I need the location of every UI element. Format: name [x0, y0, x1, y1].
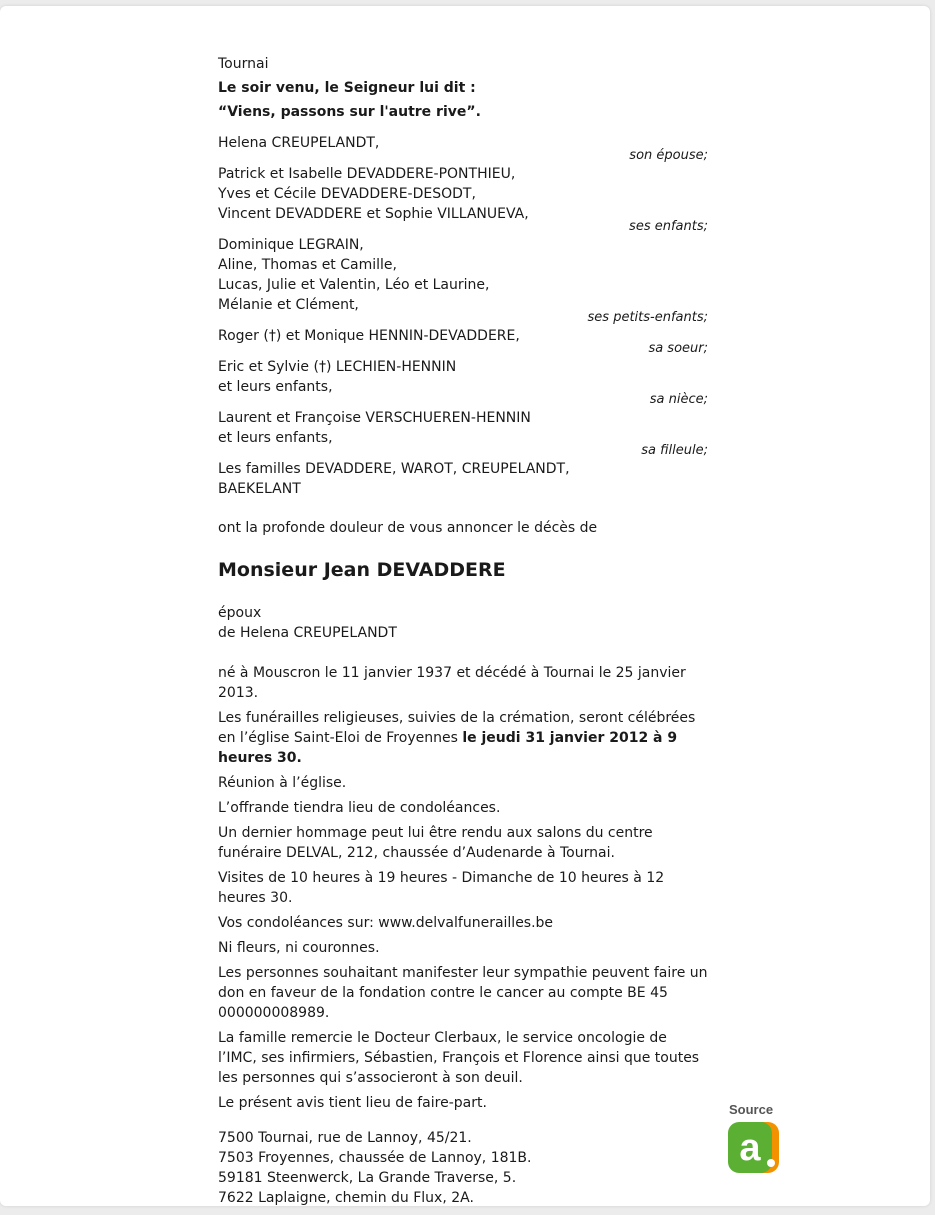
funeral-text: Les funérailles religieuses, suivies de la crémation, seront célébrées en l’église Saint-Eloi de Froyennes	[218, 710, 696, 746]
announcement: ont la profonde douleur de vous annoncer le décès de	[218, 520, 598, 536]
family-role: ses petits-enfants;	[587, 310, 708, 325]
family-line: Yves et Cécile DEVADDERE-DESODT,	[218, 186, 476, 202]
family-line: Helena CREUPELANDT,	[218, 135, 380, 151]
family-line: Aline, Thomas et Camille,	[218, 257, 397, 273]
spouse-line-1: époux	[218, 605, 262, 621]
visits-info: Visites de 10 heures à 19 heures - Dimanche de 10 heures à 12 heures 30.	[218, 870, 665, 906]
donation-info: Les personnes souhaitant manifester leur sympathie peuvent faire un don en faveur de la fondation contre le cancer au compte BE 45 000000008989.	[218, 965, 708, 1021]
address-line: 59181 Steenwerck, La Grande Traverse, 5.	[218, 1170, 517, 1186]
family-line: BAEKELANT	[218, 481, 301, 497]
family-role: sa soeur;	[648, 341, 708, 356]
family-role: ses enfants;	[629, 219, 708, 234]
flowers-info: Ni fleurs, ni couronnes.	[218, 940, 380, 956]
logo-letter: a	[739, 1127, 761, 1169]
family-line: Vincent DEVADDERE et Sophie VILLANUEVA,	[218, 206, 529, 222]
family-block-families	[218, 459, 708, 499]
family-line: et leurs enfants,	[218, 430, 333, 446]
meeting-info: Réunion à l’église.	[218, 775, 347, 791]
family-role: sa nièce;	[649, 392, 708, 407]
homage-info: Un dernier hommage peut lui être rendu aux salons du centre funéraire DELVAL, 212, chaussée d’Audenarde à Tournai.	[218, 825, 653, 861]
obituary-content	[218, 54, 708, 1208]
address-line: 7622 Laplaigne, chemin du Flux, 2A.	[218, 1190, 474, 1206]
family-block-niece	[218, 357, 708, 407]
offering-info: L’offrande tiendra lieu de condoléances.	[218, 800, 501, 816]
family-list	[218, 133, 708, 499]
address-line: 7503 Froyennes, chaussée de Lannoy, 181B.	[218, 1150, 532, 1166]
family-block-spouse	[218, 133, 708, 163]
family-block-grandchildren	[218, 235, 708, 325]
funeral-info	[218, 663, 708, 1113]
family-line: Eric et Sylvie (†) LECHIEN-HENNIN	[218, 359, 457, 375]
birth-death: né à Mouscron le 11 janvier 1937 et décédé à Tournai le 25 janvier 2013.	[218, 665, 686, 701]
family-line: Lucas, Julie et Valentin, Léo et Laurine,	[218, 277, 490, 293]
family-line: Laurent et Françoise VERSCHUEREN-HENNIN	[218, 410, 531, 426]
family-block-sister	[218, 326, 708, 356]
funeral-date: le jeudi 31 janvier 2012 à 9 heures 30.	[218, 730, 678, 766]
thanks-info: La famille remercie le Docteur Clerbaux, le service oncologie de l’IMC, ses infirmiers, Sébastien, François et Florence ainsi que toutes les personnes qui s’associeront à son deuil.	[218, 1030, 700, 1086]
verse-line-2: “Viens, passons sur l'autre rive”.	[218, 104, 481, 120]
logo-dot	[767, 1159, 775, 1167]
source-label: Source	[729, 1102, 774, 1117]
source-logo-icon[interactable]	[728, 1122, 779, 1173]
family-line: Patrick et Isabelle DEVADDERE-PONTHIEU,	[218, 166, 516, 182]
family-role: sa filleule;	[641, 443, 708, 458]
funeral-details	[218, 708, 708, 768]
source-logo-svg	[728, 1122, 779, 1173]
family-block-goddaughter	[218, 408, 708, 458]
spouse-line-2: de Helena CREUPELANDT	[218, 625, 397, 641]
address-list	[218, 1128, 708, 1208]
notice-info: Le présent avis tient lieu de faire-part.	[218, 1095, 487, 1111]
city: Tournai	[218, 56, 269, 72]
deceased-name: Monsieur Jean DEVADDERE	[218, 559, 506, 581]
family-line: Roger (†) et Monique HENNIN-DEVADDERE,	[218, 328, 520, 344]
spouse-info	[218, 603, 708, 643]
family-line: Mélanie et Clément,	[218, 297, 359, 313]
family-line: et leurs enfants,	[218, 379, 333, 395]
verse-line-1: Le soir venu, le Seigneur lui dit :	[218, 80, 476, 96]
condolences-info: Vos condoléances sur: www.delvalfunerailles.be	[218, 915, 554, 931]
family-block-children	[218, 164, 708, 234]
family-role: son épouse;	[629, 148, 708, 163]
family-line: Dominique LEGRAIN,	[218, 237, 364, 253]
address-line: 7500 Tournai, rue de Lannoy, 45/21.	[218, 1130, 472, 1146]
family-line: Les familles DEVADDERE, WAROT, CREUPELANDT,	[218, 461, 570, 477]
obituary-card	[0, 6, 930, 1206]
